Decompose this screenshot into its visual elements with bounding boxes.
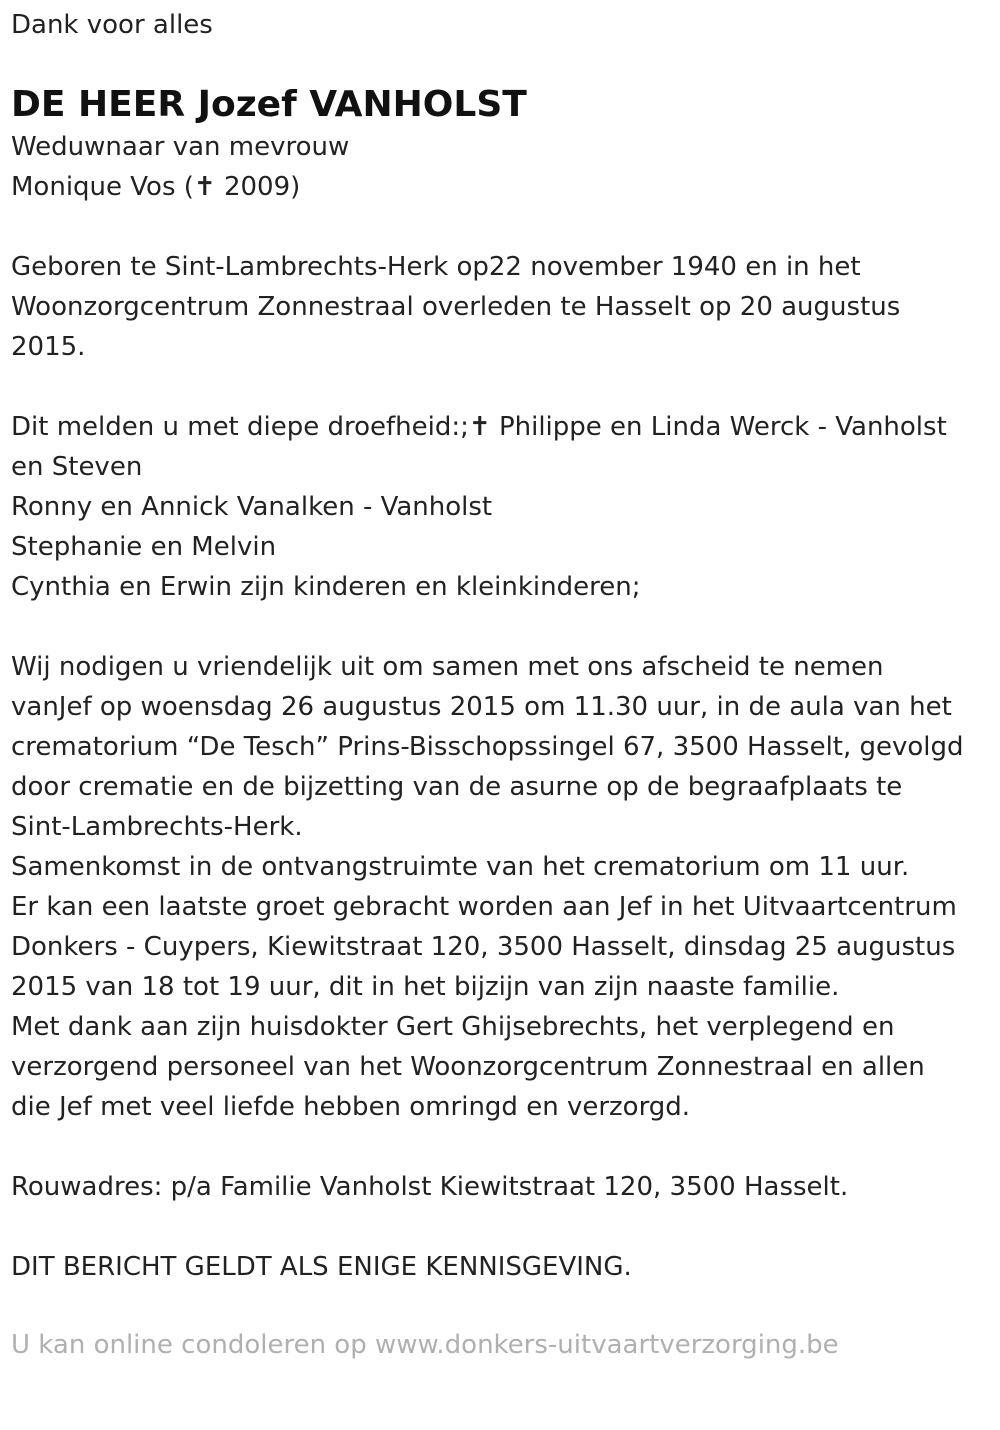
family-line-4: Cynthia en Erwin zijn kinderen en kleinkinderen; — [11, 572, 641, 602]
ceremony-invitation: Wij nodigen u vriendelijk uit om samen met ons afscheid te nemen vanJef op woensdag 26 augustus 2015 om 11.30 uur, in de aula van het crematorium “De Tesch” Prins-Bisschopssingel 67, 3500 Hasselt, gevolgd door crematie en de bijzetting van de asurne op de begraafplaats te Sint-Lambrechts-Herk. — [11, 652, 964, 842]
spacer — [11, 1207, 970, 1247]
family-line-3: Stephanie en Melvin — [11, 532, 277, 562]
family-line-2: Ronny en Annick Vanalken - Vanholst — [11, 492, 493, 522]
thanks-heading: Dank voor alles — [11, 10, 213, 40]
spacer — [11, 207, 970, 247]
spacer — [11, 367, 970, 407]
visitation-info: Er kan een laatste groet gebracht worden aan Jef in het Uitvaartcentrum Donkers - Cuypers, Kiewitstraat 120, 3500 Hasselt, dinsdag 25 augustus 2015 van 18 tot 19 uur, dit in het bijzijn van zijn naaste familie. — [11, 892, 957, 1002]
mourning-address: Rouwadres: p/a Familie Vanholst Kiewitstraat 120, 3500 Hasselt. — [11, 1172, 849, 1202]
spacer — [11, 1127, 970, 1167]
birth-death-paragraph: Geboren te Sint-Lambrechts-Herk op22 november 1940 en in het Woonzorgcentrum Zonnestraal overleden te Hasselt op 20 augustus 2015. — [11, 252, 901, 362]
spacer — [11, 607, 970, 647]
gathering-info: Samenkomst in de ontvangstruimte van het crematorium om 11 uur. — [11, 852, 910, 882]
widower-line-1: Weduwnaar van mevrouw — [11, 132, 350, 162]
family-intro: Dit melden u met diepe droefheid:;✝ Philippe en Linda Werck - Vanholst en Steven — [11, 412, 947, 482]
notice-statement: DIT BERICHT GELDT ALS ENIGE KENNISGEVING. — [11, 1252, 632, 1282]
widower-line-2: Monique Vos (✝ 2009) — [11, 172, 301, 202]
thanks-paragraph: Met dank aan zijn huisdokter Gert Ghijsebrechts, het verplegend en verzorgend personeel van het Woonzorgcentrum Zonnestraal en allen die Jef met veel liefde hebben omringd en verzorgd. — [11, 1012, 925, 1122]
online-condolence-link[interactable]: U kan online condoleren op www.donkers-uitvaartverzorging.be — [11, 1330, 839, 1360]
deceased-name: DE HEER Jozef VANHOLST — [11, 84, 527, 125]
